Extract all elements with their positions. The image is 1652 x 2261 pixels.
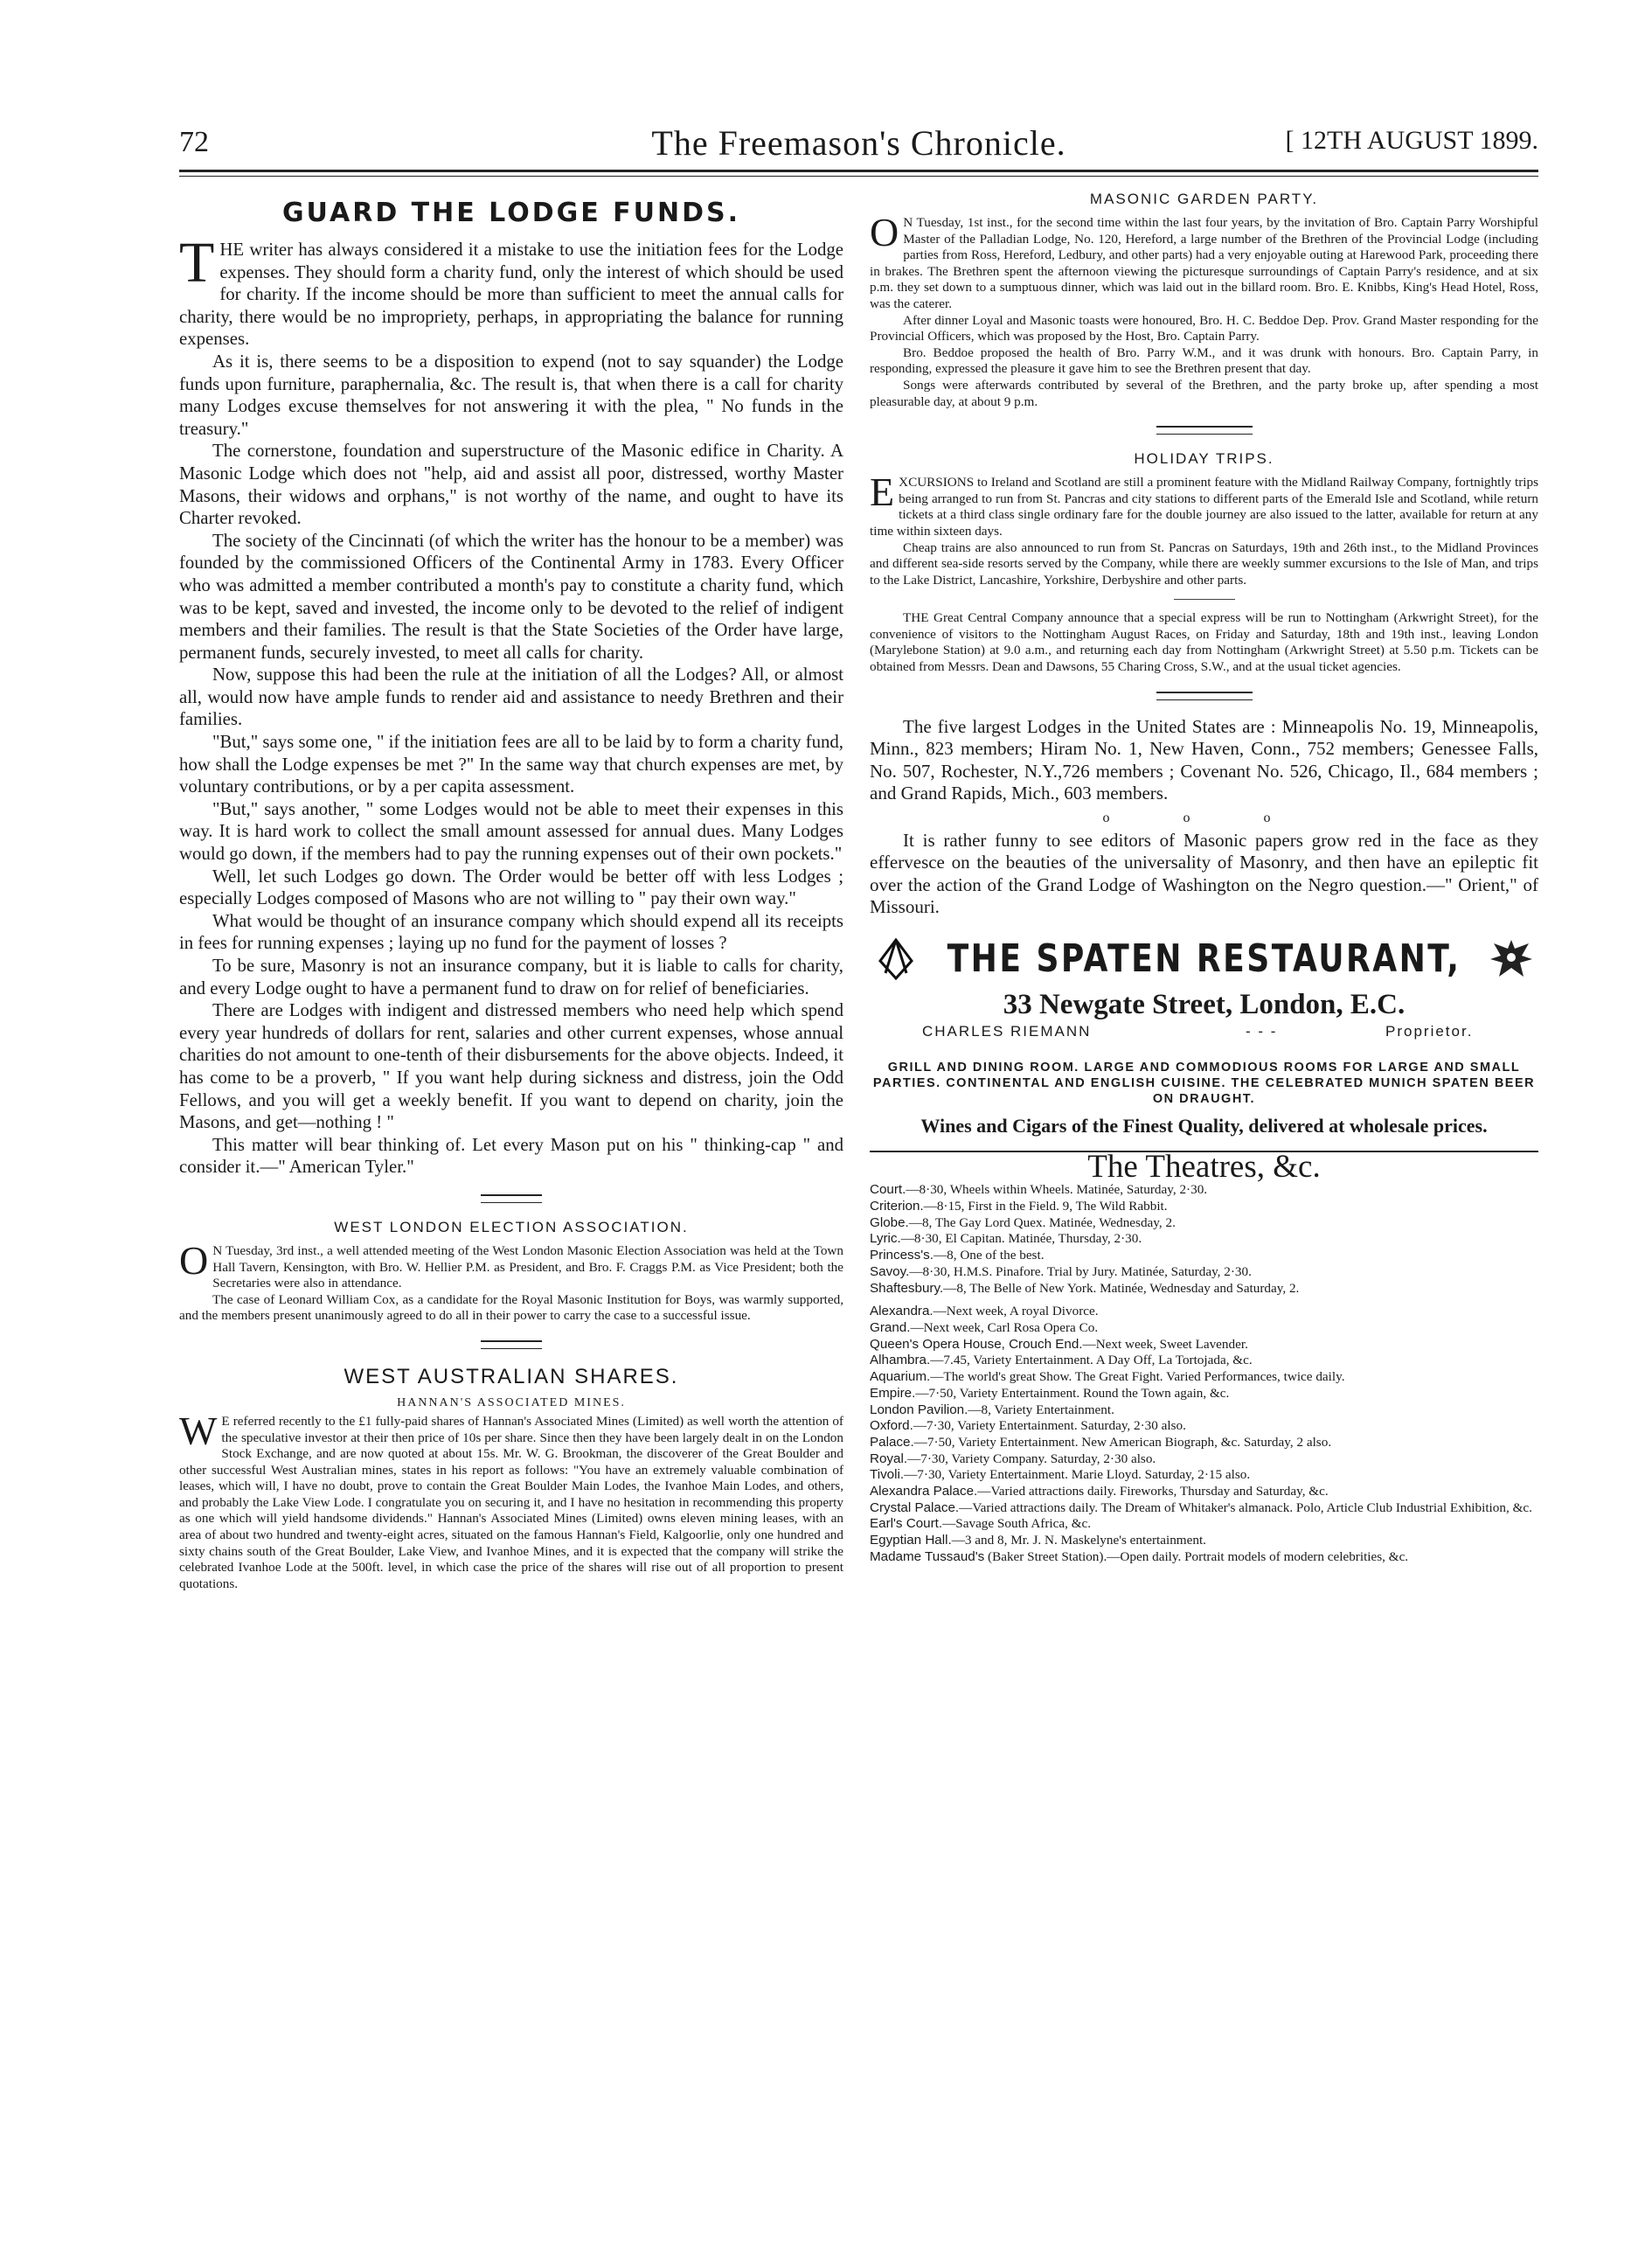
header-rule xyxy=(179,170,1538,172)
theatre-entry xyxy=(870,1418,1538,1435)
paragraph: Bro. Beddoe proposed the health of Bro. Parry W.M., and it was drunk with honours. Bro. Captain Parry, in responding, expressed the pleasure it gave him to see the Brethren present that day. xyxy=(870,344,1538,377)
drop-cap: O xyxy=(870,210,899,254)
article-west-australian-shares xyxy=(179,1365,843,1593)
theatre-venue: Tivoli. xyxy=(870,1467,905,1483)
theatres-group-1 xyxy=(870,1182,1538,1297)
drop-cap: E xyxy=(870,470,895,515)
section-divider xyxy=(481,1340,542,1349)
paragraph: Songs were afterwards contributed by several of the Brethren, and the party broke up, after spending a most pleasurable day, at about 9 p.m. xyxy=(870,377,1538,409)
theatre-details: (Baker Street Station).—Open daily. Portrait models of modern celebrities, &c. xyxy=(984,1548,1409,1564)
theatre-venue: Royal. xyxy=(870,1451,908,1466)
theatre-entry xyxy=(870,1215,1538,1232)
paragraph: "But," says some one, " if the initiation fees are all to be laid by to form a charity fund, how shall the Lodge expenses be met ?" In the same way that church expenses are met, by voluntary contributions, or by a per capita assessment. xyxy=(179,732,843,797)
paragraph: THE writer has always considered it a mistake to use the initiation fees for the Lodge expenses. They should form a charity fund, only the interest of which should be used for charity. If the income should be more than sufficient to meet the annual calls for charity, there would be no impropriety, perhaps, in appropriating the balance for running expenses. xyxy=(179,231,843,350)
masthead xyxy=(179,121,1538,166)
theatre-entry xyxy=(870,1467,1538,1484)
paragraph: The five largest Lodges in the United States are : Minneapolis No. 19, Minneapolis, Minn., 823 members; Hiram No. 1, New Haven, Conn., 752 members; Genessee Falls, No. 507, Rochester, N.Y.,726 members ; Covenant No. 526, Chicago, Il., 684 members ; and Grand Rapids, Mich., 603 members. xyxy=(870,715,1538,804)
article-subtitle: HANNAN'S ASSOCIATED MINES. xyxy=(397,1395,626,1409)
theatre-venue: Madame Tussaud's xyxy=(870,1548,985,1564)
advertisement-spaten-restaurant xyxy=(870,931,1538,1152)
drop-cap: W xyxy=(179,1408,218,1453)
paragraph: W E referred recently to the £1 fully-paid shares of Hannan's Associated Mines (Limited) as well worth the attention of the speculative investor at their then price of 10s per share. Since then they have been largely dealt in on the London Stock Exchange, and are now quoted at about 15s. Mr. W. G. Brookman, the discoverer of the Great Boulder and other successful West Australian mines, states in his report as follows: "You have an extremely valuable combination of leases, which will, I have no doubt, prove to contain the Great Boulder Main Lodes, the Ivanhoe Main Lodes, and others, and probably the Lake View Lode. I congratulate you on securing it, and I have no hesitation in recommending this property as one which will yield handsome dividends." Hannan's Associated Mines (Limited) owns eleven mining leases, with an area of about two hundred and twenty-eight acres, situated on the famous Hannan's Field, Kalgoorlie, only one hundred and sixty chains south of the Great Boulder, Lake View, and Ivanhoe Mines, and it is expected that the company will strike the celebrated Ivanhoe Lode at the 500ft. level, in which case the price of the shares will rise out of all proportion to present quotations. xyxy=(179,1408,843,1591)
drop-cap: O xyxy=(179,1237,209,1283)
theatre-details: —Next week, A royal Divorce. xyxy=(933,1304,1099,1319)
theatre-entry xyxy=(870,1369,1538,1386)
theatre-venue: Egyptian Hall. xyxy=(870,1533,952,1548)
theatre-entry xyxy=(870,1549,1538,1566)
theatre-venue: Princess's. xyxy=(870,1248,934,1263)
theatre-entry xyxy=(870,1199,1538,1215)
article-title: MASONIC GARDEN PARTY. xyxy=(1089,191,1319,207)
article-title: WEST AUSTRALIAN SHARES. xyxy=(344,1364,679,1388)
theatre-venue: Grand. xyxy=(870,1319,911,1335)
drop-cap: T xyxy=(179,231,215,295)
theatre-venue: Criterion. xyxy=(870,1199,924,1214)
theatre-entry xyxy=(870,1337,1538,1353)
paragraph: Well, let such Lodges go down. The Order would be better off with less Lodges ; especially Lodges composed of Masons who are not willing to " pay their own way." xyxy=(179,866,843,909)
theatre-details: —Varied attractions daily. Fireworks, Thursday and Saturday, &c. xyxy=(977,1484,1329,1499)
paragraph: O N Tuesday, 3rd inst., a well attended meeting of the West London Masonic Election Association was held at the Town Hall Tavern, Kensington, with Bro. W. Hellier P.M. as President, and Bro. F. Craggs P.M. as Vice President; both the Secretaries were also in attendance. xyxy=(179,1237,843,1291)
theatre-entry xyxy=(870,1231,1538,1248)
theatre-entry xyxy=(870,1281,1538,1297)
theatres-listing xyxy=(870,1148,1538,1566)
theatre-details: —Next week, Carl Rosa Opera Co. xyxy=(910,1319,1099,1335)
paragraph-divider xyxy=(1174,599,1235,600)
theatre-entry xyxy=(870,1451,1538,1468)
theatre-venue: Savoy. xyxy=(870,1263,910,1279)
proprietor-dashes: - - - xyxy=(1246,1022,1278,1040)
theatre-entry xyxy=(870,1402,1538,1419)
header-rule-thin xyxy=(179,176,1538,177)
theatre-venue: Earl's Court. xyxy=(870,1516,943,1532)
theatre-venue: Empire. xyxy=(870,1385,916,1401)
section-divider xyxy=(481,1194,542,1203)
theatre-details: —7·50, Variety Entertainment. Round the Town again, &c. xyxy=(915,1385,1230,1401)
theatre-details: —8·15, First in the Field. 9, The Wild Rabbit. xyxy=(923,1199,1168,1214)
theatre-details: —The world's great Show. The Great Fight. Varied Performances, twice daily. xyxy=(930,1369,1345,1385)
restaurant-wines: Wines and Cigars of the Finest Quality, delivered at wholesale prices. xyxy=(920,1114,1488,1137)
theatre-entry xyxy=(870,1353,1538,1369)
paragraph: What would be thought of an insurance company which should expend all its receipts in fees for running expenses ; laying up no fund for the payment of losses ? xyxy=(179,910,843,954)
theatre-entry xyxy=(870,1386,1538,1402)
section-divider xyxy=(1156,426,1253,435)
theatre-details: —8, The Gay Lord Quex. Matinée, Wednesday, 2. xyxy=(908,1214,1176,1230)
theatre-venue: Queen's Opera House, Crouch End. xyxy=(870,1336,1083,1352)
restaurant-name: THE SPATEN RESTAURANT, xyxy=(947,936,1461,981)
article-masonic-garden-party xyxy=(870,191,1538,410)
paragraph: To be sure, Masonry is not an insurance company, but it is liable to calls for charity, and every Lodge ought to have a permanent fund to draw on for relief of beneficiaries. xyxy=(179,956,843,998)
left-column xyxy=(179,185,843,1592)
paragraph: As it is, there seems to be a disposition to expend (not to say squander) the Lodge funds upon furniture, paraphernalia, &c. The result is, that when there is a call for charity many Lodges excuse themselves for not answering it with the plea, " No funds in the treasury." xyxy=(179,351,843,439)
paragraph: THE Great Central Company announce that a special express will be run to Nottingham (Arkwright Street), for the convenience of visitors to the Nottingham August Races, on Friday and Saturday, 18th and 19th inst., leaving London (Marylebone Station) at 9.0 a.m., and returning each day from Nottingham (Arkwright Street) at 5.50 p.m. Tickets can be obtained from Messrs. Dean and Dawsons, 55 Charing Cross, S.W., and at the usual ticket agencies. xyxy=(870,610,1538,675)
theatre-venue: Crystal Palace. xyxy=(870,1499,960,1515)
paragraph: The society of the Cincinnati (of which the writer has the honour to be a member) was founded by the commissioned Officers of the Continental Army in 1783. Every Officer who was admitted a member contributed a month's pay to constitute a charity fund, which was to be kept, saved and invested, the income only to be devoted to the relief of indigent members and their families. The result is that the State Societies of the Order have large, permanent funds, securely invested, to meet all calls for charity. xyxy=(179,530,843,663)
page-number: 72 xyxy=(179,126,209,158)
paragraph: There are Lodges with indigent and distressed members who need help which spend every year hundreds of dollars for rent, salaries and other current expenses, whose annual charities do not amount to one-tenth of their disbursements for the above objects. Indeed, it has come to be a proverb, " If you want help during sickness and distress, join the Odd Fellows, and you will get a weekly benefit. If you want to depend on charity, join the Masons, and get—nothing ! " xyxy=(179,1000,843,1133)
theatre-venue: Lyric. xyxy=(870,1231,901,1247)
theatre-venue: Globe. xyxy=(870,1214,909,1230)
theatre-details: —Varied attractions daily. The Dream of Whitaker's almanack. Polo, Article Club Industrial Exhibition, &c. xyxy=(959,1499,1532,1515)
article-guard-lodge-funds xyxy=(179,198,843,1179)
ornament-divider: o o o xyxy=(1102,810,1306,825)
paragraph: O N Tuesday, 1st inst., for the second time within the last four years, by the invitation of Bro. Captain Parry Worshipful Master of the Palladian Lodge, No. 120, Hereford, a large number of the Brethren of the Provincial Lodge (including parties from Ross, Hereford, Ledbury, and other parts) had a very enjoyable outing at Harewood Park, proceeding there in brakes. The Brethren spent the afternoon viewing the picturesque surroundings of Captain Parry's residence, and at six p.m. they set down to a sumptuous dinner, which was laid out in the billard room. Bro. E. Knibbs, King's Head Hotel, Ross, was the caterer. xyxy=(870,210,1538,311)
theatre-venue: Palace. xyxy=(870,1434,914,1450)
article-west-london-election xyxy=(179,1219,843,1325)
theatre-entry xyxy=(870,1248,1538,1264)
square-and-compasses-icon xyxy=(878,938,913,980)
paragraph: This matter will bear thinking of. Let every Mason put on his " thinking-cap " and consider it.—" American Tyler." xyxy=(179,1134,843,1178)
eagle-emblem-icon xyxy=(1489,936,1534,984)
paragraph: After dinner Loyal and Masonic toasts were honoured, Bro. H. C. Beddoe Dep. Prov. Grand Master responding for the Provincial Officers, which was proposed by the Host, Bro. Captain Parry. xyxy=(870,312,1538,344)
restaurant-description: GRILL AND DINING ROOM. LARGE AND COMMODIOUS ROOMS FOR LARGE AND SMALL PARTIES. CONTINENTAL AND ENGLISH CUISINE. THE CELEBRATED MUNICH SPATEN BEER ON DRAUGHT. xyxy=(872,1060,1536,1106)
theatre-details: —7·30, Variety Entertainment. Marie Lloyd. Saturday, 2·15 also. xyxy=(904,1467,1251,1483)
article-holiday-trips xyxy=(870,450,1538,676)
theatre-entry xyxy=(870,1484,1538,1500)
paragraph: "But," says another, " some Lodges would not be able to meet their expenses in this way. It is hard work to collect the small amount assessed for annual dues. Many Lodges would go down, if the members had to pay the running expenses out of their own pockets." xyxy=(179,798,843,865)
paragraph: Now, suppose this had been the rule at the initiation of all the Lodges? All, or almost all, would now have ample funds to render aid and assistance to needy Brethren and their families. xyxy=(179,664,843,730)
theatres-group-2 xyxy=(870,1304,1538,1565)
proprietor-name: CHARLES RIEMANN xyxy=(922,1022,1092,1040)
paragraph: The cornerstone, foundation and superstructure of the Masonic edifice in Charity. A Masonic Lodge which does not "help, aid and assist all poor, distressed, worthy Master Masons, their widows and orphans," is not worthy of the name, and ought to have its Charter revoked. xyxy=(179,441,843,529)
restaurant-address: 33 Newgate Street, London, E.C. xyxy=(1003,988,1406,1020)
theatre-details: —8·30, El Capitan. Matinée, Thursday, 2·30. xyxy=(900,1231,1142,1247)
group-gap xyxy=(870,1297,1538,1304)
right-column xyxy=(870,185,1538,1566)
theatre-details: —Savage South Africa, &c. xyxy=(942,1516,1092,1532)
theatre-details: —7.45, Variety Entertainment. A Day Off, La Tortojada, &c. xyxy=(930,1353,1253,1368)
issue-date: [ 12TH AUGUST 1899. xyxy=(1285,126,1538,155)
article-title: WEST LONDON ELECTION ASSOCIATION. xyxy=(334,1218,689,1235)
theatre-entry xyxy=(870,1533,1538,1549)
theatre-venue: Alexandra Palace. xyxy=(870,1484,978,1499)
theatre-entry xyxy=(870,1500,1538,1517)
proprietor-line xyxy=(922,1023,1538,1042)
theatre-details: —Next week, Sweet Lavender. xyxy=(1082,1336,1248,1352)
ad-header xyxy=(870,931,1538,987)
theatre-entry xyxy=(870,1320,1538,1337)
theatre-venue: Oxford. xyxy=(870,1418,913,1434)
theatre-entry xyxy=(870,1516,1538,1533)
theatre-details: —3 and 8, Mr. J. N. Maskelyne's entertainment. xyxy=(951,1533,1206,1548)
notes-section xyxy=(870,716,1538,919)
theatre-details: —8·30, H.M.S. Pinafore. Trial by Jury. Matinée, Saturday, 2·30. xyxy=(909,1263,1252,1279)
publication-title: The Freemason's Chronicle. xyxy=(651,123,1066,163)
theatre-entry xyxy=(870,1435,1538,1451)
theatre-details: —8, The Belle of New York. Matinée, Wednesday and Saturday, 2. xyxy=(943,1280,1300,1296)
theatre-venue: Alhambra. xyxy=(870,1353,931,1368)
article-title: HOLIDAY TRIPS. xyxy=(1134,450,1274,468)
theatre-entry xyxy=(870,1304,1538,1320)
theatre-details: —7·30, Variety Entertainment. Saturday, 2·30 also. xyxy=(913,1418,1186,1434)
theatre-entry xyxy=(870,1182,1538,1199)
theatre-details: —8, Variety Entertainment. xyxy=(968,1402,1114,1417)
proprietor-role: Proprietor. xyxy=(1385,1022,1474,1040)
theatre-venue: Shaftesbury. xyxy=(870,1280,944,1296)
theatre-details: —8, One of the best. xyxy=(933,1248,1045,1263)
theatre-details: —7·30, Variety Company. Saturday, 2·30 also. xyxy=(907,1451,1156,1466)
theatre-venue: Alexandra. xyxy=(870,1304,934,1319)
theatre-venue: London Pavilion. xyxy=(870,1402,968,1417)
theatre-venue: Aquarium. xyxy=(870,1369,931,1385)
article-title: GUARD THE LODGE FUNDS. xyxy=(281,198,741,228)
theatres-title: The Theatres, &c. xyxy=(1087,1148,1321,1185)
paragraph: It is rather funny to see editors of Masonic papers grow red in the face as they effervesce on the beauties of the universality of Masonry, and then have an epileptic fit over the action of the Grand Lodge of Washington on the Negro question.—" Orient," of Missouri. xyxy=(870,829,1538,918)
paragraph: The case of Leonard William Cox, as a candidate for the Royal Masonic Institution for Boys, was warmly supported, and the members present unanimously agreed to do all in their power to carry the case to a successful issue. xyxy=(179,1291,843,1324)
theatre-details: —8·30, Wheels within Wheels. Matinée, Saturday, 2·30. xyxy=(906,1182,1208,1198)
theatre-entry xyxy=(870,1264,1538,1281)
theatre-details: —7·50, Variety Entertainment. New American Biograph, &c. Saturday, 2 also. xyxy=(913,1434,1332,1450)
theatre-venue: Court. xyxy=(870,1182,906,1198)
paragraph: Cheap trains are also announced to run from St. Pancras on Saturdays, 19th and 26th inst., to the Midland Provinces and different sea-side resorts served by the Company, while there are weekly summer excursions to the Isle of Man, and trips to the Lake District, Lancashire, Yorkshire, Derbyshire and other parts. xyxy=(870,539,1538,588)
paragraph: EXCURSIONS to Ireland and Scotland are still a prominent feature with the Midland Railway Company, fortnightly trips being arranged to run from St. Pancras and city stations to different parts of the Emerald Isle and Scotland, while return tickets at a third class single ordinary fare for the double journey are also issued to the latter, available for return at any time within sixteen days. xyxy=(870,470,1538,539)
section-divider xyxy=(1156,692,1253,700)
